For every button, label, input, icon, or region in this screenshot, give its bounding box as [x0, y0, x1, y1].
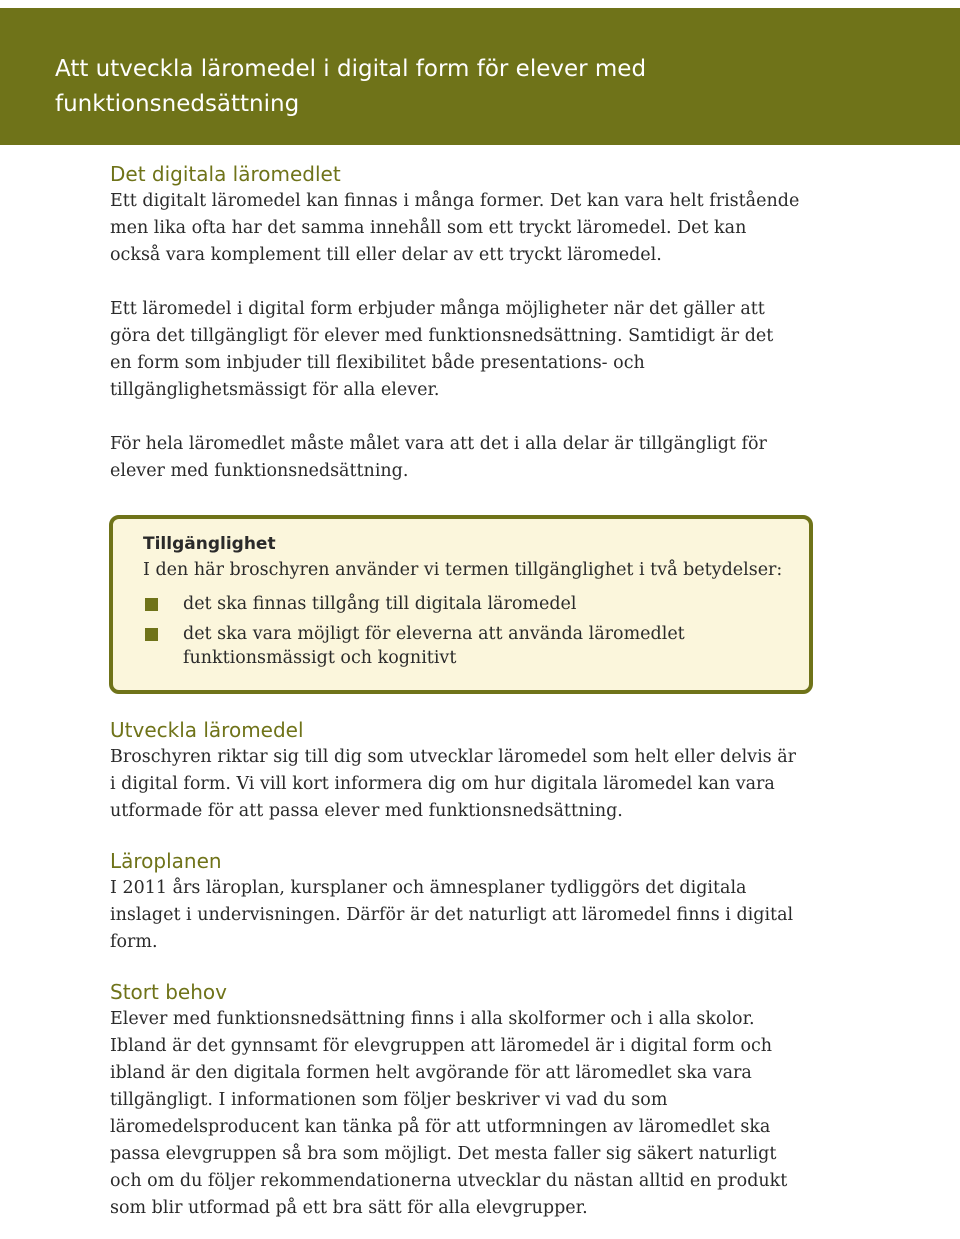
- section-heading: Det digitala läromedlet: [110, 162, 341, 186]
- list-item-text: det ska vara möjligt för eleverna att använda läromedlet funktionsmässigt och kognitivt: [183, 624, 685, 668]
- box-heading: Tillgänglighet: [143, 534, 276, 554]
- section-need: [110, 978, 800, 1222]
- paragraph: Ett digitalt läromedel kan finnas i många former. Det kan vara helt fristående men lika ofta har det samma innehåll som ett tryckt läromedel. Det kan också vara komplement till eller delar av ett tryckt läromedel.: [110, 191, 800, 265]
- paragraph: Broschyren riktar sig till dig som utvecklar läromedel som helt eller delvis är i digital form. Vi vill kort informera dig om hur digitala läromedel kan vara utformade för att passa elever med funktionsnedsättning.: [110, 747, 797, 821]
- main-content: [110, 160, 800, 1222]
- document-title: Att utveckla läromedel i digital form för elever med funktionsnedsättning: [55, 56, 647, 117]
- box-intro: I den här broschyren använder vi termen tillgänglighet i två betydelser:: [143, 560, 783, 580]
- list-item: [143, 592, 785, 616]
- list-item-text: det ska finnas tillgång till digitala läromedel: [183, 594, 577, 614]
- section-heading: Utveckla läromedel: [110, 718, 304, 742]
- section-heading: Stort behov: [110, 980, 227, 1004]
- section-curriculum: [110, 847, 800, 956]
- square-bullet-icon: [145, 598, 158, 611]
- paragraph: I 2011 års läroplan, kursplaner och ämnesplaner tydliggörs det digitala inslaget i undervisningen. Därför är det naturligt att läromedel finns i digital form.: [110, 878, 794, 952]
- paragraph: Elever med funktionsnedsättning finns i alla skolformer och i alla skolor. Ibland är det gynnsamt för elevgruppen att läromedel är i digital form och ibland är den digitala formen helt avgörande för att läromedlet ska vara tillgängligt. I informationen som följer beskriver vi vad du som läromedelsproducent kan tänka på för att utformningen av läromedlet ska passa elevgruppen så bra som möjligt. Det mesta faller sig säkert naturligt och om du följer rekommendationerna utvecklar du nästan alltid en produkt som blir utformad på ett bra sätt för alla elevgrupper.: [110, 1009, 788, 1218]
- section-develop: [110, 716, 800, 825]
- accessibility-info-box: [109, 515, 813, 694]
- square-bullet-icon: [145, 628, 158, 641]
- bullet-list: [143, 592, 785, 670]
- section-digital: [110, 160, 800, 485]
- paragraph: För hela läromedlet måste målet vara att det i alla delar är tillgängligt för elever med funktionsnedsättning.: [110, 434, 767, 481]
- header-band: [0, 8, 960, 145]
- paragraph: Ett läromedel i digital form erbjuder många möjligheter när det gäller att göra det tillgängligt för elever med funktionsnedsättning. Samtidigt är det en form som inbjuder till flexibilitet både presentations- och tillgänglighetsmässigt för alla elever.: [110, 299, 774, 400]
- list-item: [143, 622, 785, 670]
- section-heading: Läroplanen: [110, 849, 222, 873]
